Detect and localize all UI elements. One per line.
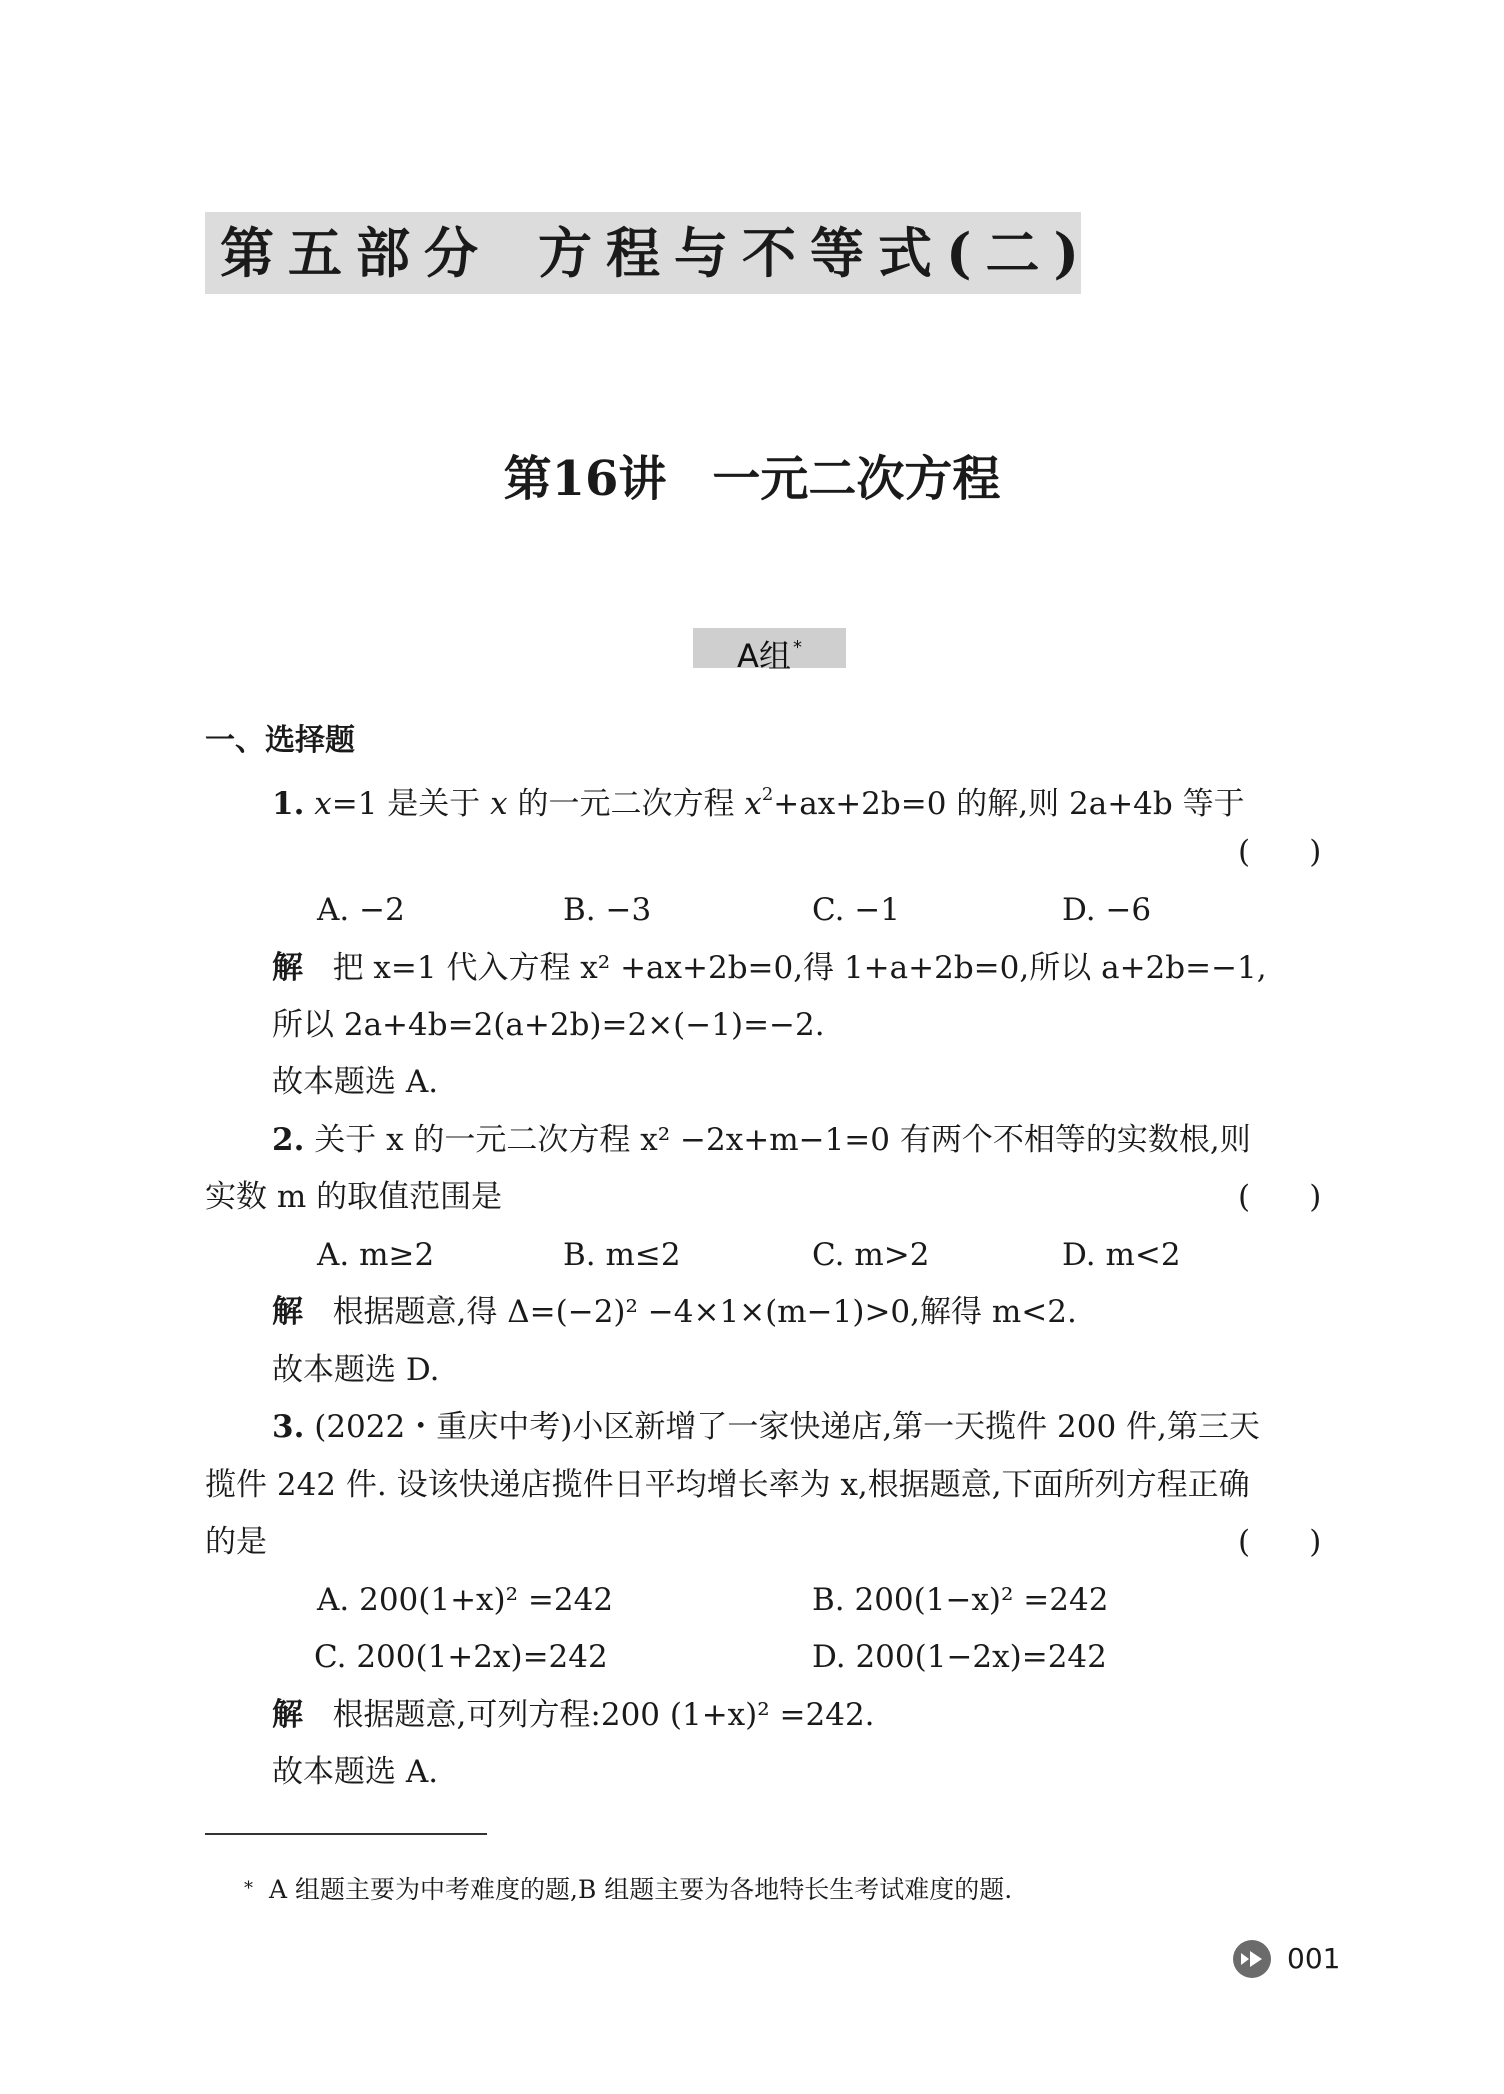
footnote-marker: * [244, 1878, 253, 1899]
arrow-circle-icon [1232, 1939, 1272, 1979]
q3-stem-2: 揽件 242 件. 设该快递店揽件日平均增长率为 x,根据题意,下面所列方程正确 [205, 1467, 1250, 1503]
q2-text: 关于 x 的一元二次方程 x² −2x+m−1=0 有两个不相等的实数根,则 [314, 1122, 1251, 1158]
q1-option-b: B. −3 [563, 892, 652, 928]
q1-solution-text: 把 x=1 代入方程 x² +ax+2b=0,得 1+a+2b=0,所以 a+2b=−1, [332, 950, 1267, 986]
q1-answer-blank: ( ) [1238, 834, 1322, 870]
section-heading: 一、选择题 [205, 723, 355, 758]
q2-option-a: A. m≥2 [317, 1237, 435, 1273]
q3-solution-1 [272, 1695, 875, 1735]
q1-text: +ax+2b=0 的解,则 2a+4b 等于 [773, 786, 1245, 822]
q2-solution-text: 根据题意,得 Δ=(−2)² −4×1×(m−1)>0,解得 m<2. [332, 1294, 1077, 1330]
q2-number: 2. [272, 1122, 305, 1158]
q1-var: x [744, 786, 762, 822]
lecture-title [0, 440, 1504, 509]
q2-stem-1 [272, 1120, 1251, 1160]
q1-conclusion: 故本题选 A. [272, 1064, 439, 1100]
q1-solution-2: 所以 2a+4b=2(a+2b)=2×(−1)=−2. [272, 1007, 825, 1043]
q1-number: 1. [272, 786, 305, 822]
q3-option-b: B. 200(1−x)² =242 [812, 1582, 1109, 1618]
part-name: 方程与不等式(二) [538, 221, 1094, 285]
q3-answer-blank: ( ) [1238, 1524, 1322, 1560]
q2-option-c: C. m>2 [812, 1237, 930, 1273]
q2-solution-label: 解 [272, 1294, 303, 1330]
lecture-name: 一元二次方程 [712, 451, 1001, 507]
q2-conclusion: 故本题选 D. [272, 1352, 440, 1388]
q3-option-d: D. 200(1−2x)=242 [812, 1639, 1107, 1675]
q1-option-c: C. −1 [812, 892, 901, 928]
q1-text: =1 是关于 [331, 786, 491, 822]
lecture-prefix: 第16讲 [503, 451, 667, 507]
page-number: 001 [1287, 1942, 1341, 1975]
q1-stem [272, 775, 1245, 824]
q3-text: (2022・重庆中考)小区新增了一家快递店,第一天揽件 200 件,第三天 [314, 1409, 1260, 1445]
q3-stem-3: 的是 [205, 1524, 267, 1560]
q2-solution-1 [272, 1292, 1077, 1332]
q1-solution-label: 解 [272, 950, 303, 986]
q1-var: x [490, 786, 508, 822]
part-title [220, 220, 1093, 286]
q2-option-b: B. m≤2 [563, 1237, 681, 1273]
q1-var: x [314, 786, 332, 822]
group-badge [693, 628, 846, 675]
q1-solution-1 [272, 948, 1267, 988]
q3-option-a: A. 200(1+x)² =242 [317, 1582, 614, 1618]
q1-option-a: A. −2 [317, 892, 405, 928]
part-prefix: 第五部分 [220, 221, 492, 285]
q3-stem-1 [272, 1407, 1260, 1447]
q3-option-c: C. 200(1+2x)=242 [314, 1639, 608, 1675]
q1-option-d: D. −6 [1062, 892, 1152, 928]
q1-exponent: 2 [761, 784, 774, 805]
q2-stem-2: 实数 m 的取值范围是 [205, 1179, 503, 1215]
group-label: A组 [737, 637, 791, 675]
footnote [244, 1870, 1012, 1906]
q3-conclusion: 故本题选 A. [272, 1754, 439, 1790]
q3-solution-label: 解 [272, 1697, 303, 1733]
footnote-divider [205, 1833, 487, 1835]
q2-answer-blank: ( ) [1238, 1179, 1322, 1215]
q3-solution-text: 根据题意,可列方程:200 (1+x)² =242. [332, 1697, 875, 1733]
q2-option-d: D. m<2 [1062, 1237, 1181, 1273]
q1-text: 的一元二次方程 [507, 786, 745, 822]
group-marker: * [792, 637, 802, 658]
footnote-text: A 组题主要为中考难度的题,B 组题主要为各地特长生考试难度的题. [269, 1875, 1013, 1904]
q3-number: 3. [272, 1409, 305, 1445]
